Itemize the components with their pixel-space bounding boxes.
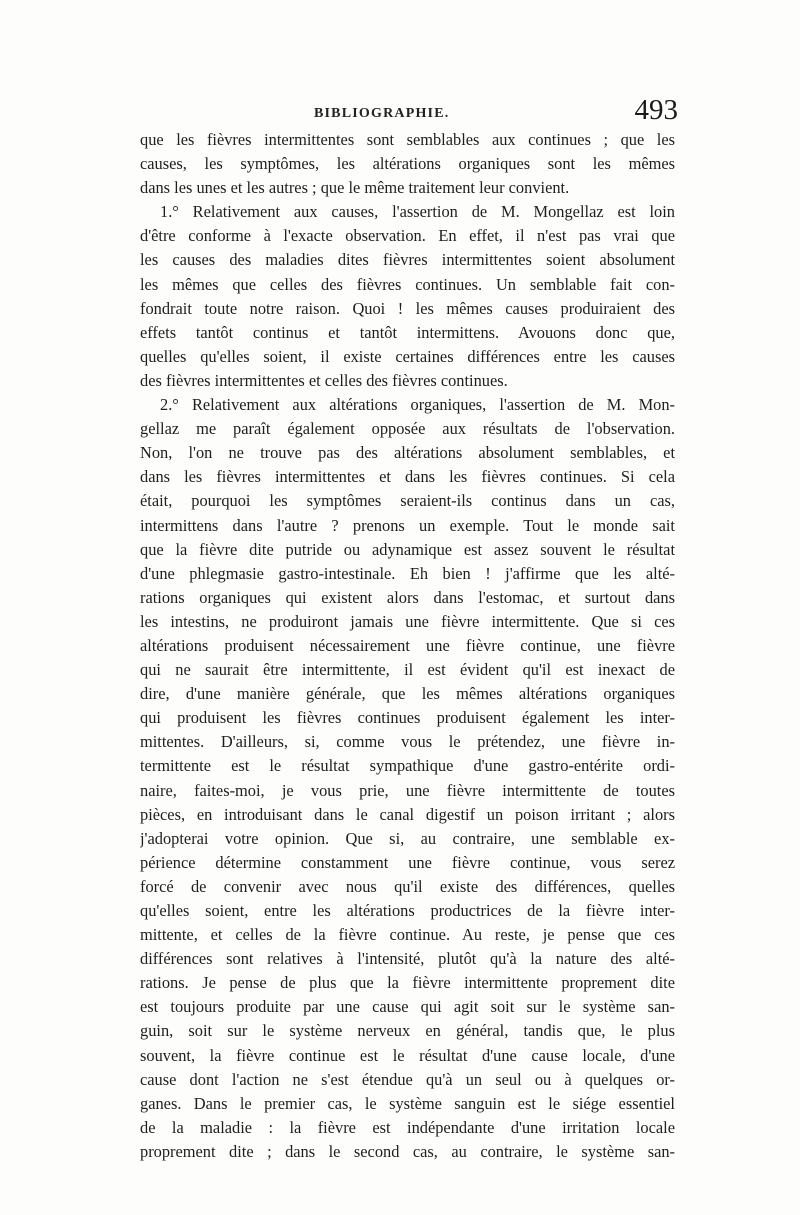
- text-line: souvent, la fièvre continue est le résultat d'une cause locale, d'une: [140, 1045, 675, 1065]
- text-line: était, pourquoi les symptômes seraient-ils continus dans un cas,: [140, 491, 675, 511]
- text-line: les causes des maladies dites fièvres intermittentes soient absolument: [140, 250, 675, 270]
- text-line: 2.° Relativement aux altérations organiques, l'assertion de M. Mon-: [160, 395, 675, 415]
- text-line: Non, l'on ne trouve pas des altérations absolument semblables, et: [140, 443, 675, 463]
- text-line: termittente est le résultat sympathique d'une gastro-entérite ordi-: [140, 756, 675, 776]
- text-line: altérations produisent nécessairement une fièvre continue, une fièvre: [140, 635, 675, 655]
- text-line: dans les fièvres intermittentes et dans les fièvres continues. Si cela: [140, 467, 675, 487]
- text-line: intermittens dans l'autre ? prenons un exemple. Tout le monde sait: [140, 515, 675, 535]
- text-line: fondrait toute notre raison. Quoi ! les mêmes causes produiraient des: [140, 298, 675, 318]
- text-line: guin, soit sur le système nerveux en général, tandis que, le plus: [140, 1021, 675, 1041]
- text-line: gellaz me paraît également opposée aux résultats de l'observation.: [140, 419, 675, 439]
- running-head: BIBLIOGRAPHIE.: [314, 106, 450, 121]
- text-line: rations. Je pense de plus que la fièvre intermittente proprement dite: [140, 973, 675, 993]
- text-line: que la fièvre dite putride ou adynamique est assez souvent le résultat: [140, 539, 675, 559]
- text-line: différences sont relatives à l'intensité, plutôt qu'à la nature des alté-: [140, 949, 675, 969]
- text-line: forcé de convenir avec nous qu'il existe des différences, quelles: [140, 876, 675, 896]
- text-line: qu'elles soient, entre les altérations productrices de la fièvre inter-: [140, 901, 675, 920]
- text-line: proprement dite ; dans le second cas, au contraire, le système san-: [140, 1141, 675, 1161]
- text-line: cause dont l'action ne s'est étendue qu'à un seul ou à quelques or-: [140, 1069, 675, 1089]
- text-line: effets tantôt continus et tantôt intermittens. Avouons donc que,: [140, 322, 675, 342]
- text-line: dire, d'une manière générale, que les mêmes altérations organiques: [140, 684, 675, 704]
- text-line: d'être conforme à l'exacte observation. En effet, il n'est pas vrai que: [140, 226, 675, 246]
- text-line: les intestins, ne produiront jamais une fièvre intermittente. Que si ces: [140, 611, 675, 631]
- text-line: ganes. Dans le premier cas, le système sanguin est le siége essentiel: [140, 1093, 675, 1113]
- text-line: des fièvres intermittentes et celles des fièvres continues.: [140, 370, 508, 390]
- text-line: dans les unes et les autres ; que le même traitement leur convient.: [140, 178, 570, 198]
- text-line: quelles qu'elles soient, il existe certaines différences entre les causes: [140, 346, 675, 366]
- body-text: [140, 128, 675, 1164]
- page-header: [140, 92, 680, 132]
- text-line: causes, les symptômes, les altérations organiques sont les mêmes: [140, 154, 675, 174]
- text-line: les mêmes que celles des fièvres continues. Un semblable fait con-: [140, 274, 675, 294]
- text-line: j'adopterai votre opinion. Que si, au contraire, une semblable ex-: [140, 828, 675, 848]
- text-line: de la maladie : la fièvre est indépendante d'une irritation locale: [140, 1117, 675, 1137]
- text-line: mittentes. D'ailleurs, si, comme vous le prétendez, une fièvre in-: [140, 732, 675, 752]
- text-line: d'une phlegmasie gastro-intestinale. Eh bien ! j'affirme que les alté-: [140, 563, 675, 583]
- text-line: mittente, et celles de la fièvre continue. Au reste, je pense que ces: [140, 925, 675, 945]
- text-line: est toujours produite par une cause qui agit soit sur le système san-: [140, 997, 675, 1017]
- text-line: 1.° Relativement aux causes, l'assertion de M. Mongellaz est loin: [160, 202, 675, 222]
- text-line: qui ne saurait être intermittente, il est évident qu'il est inexact de: [140, 660, 675, 680]
- text-line: que les fièvres intermittentes sont semblables aux continues ; que les: [140, 130, 675, 149]
- text-line: qui produisent les fièvres continues produisent également les inter-: [140, 708, 675, 728]
- text-line: rations organiques qui existent alors dans l'estomac, et surtout dans: [140, 587, 675, 607]
- page-number: 493: [634, 94, 678, 126]
- text-line: pièces, en introduisant dans le canal digestif un poison irritant ; alors: [140, 804, 675, 824]
- text-line: naire, faites-moi, je vous prie, une fièvre intermittente de toutes: [140, 780, 675, 800]
- text-line: périence détermine constamment une fièvre continue, vous serez: [140, 852, 675, 872]
